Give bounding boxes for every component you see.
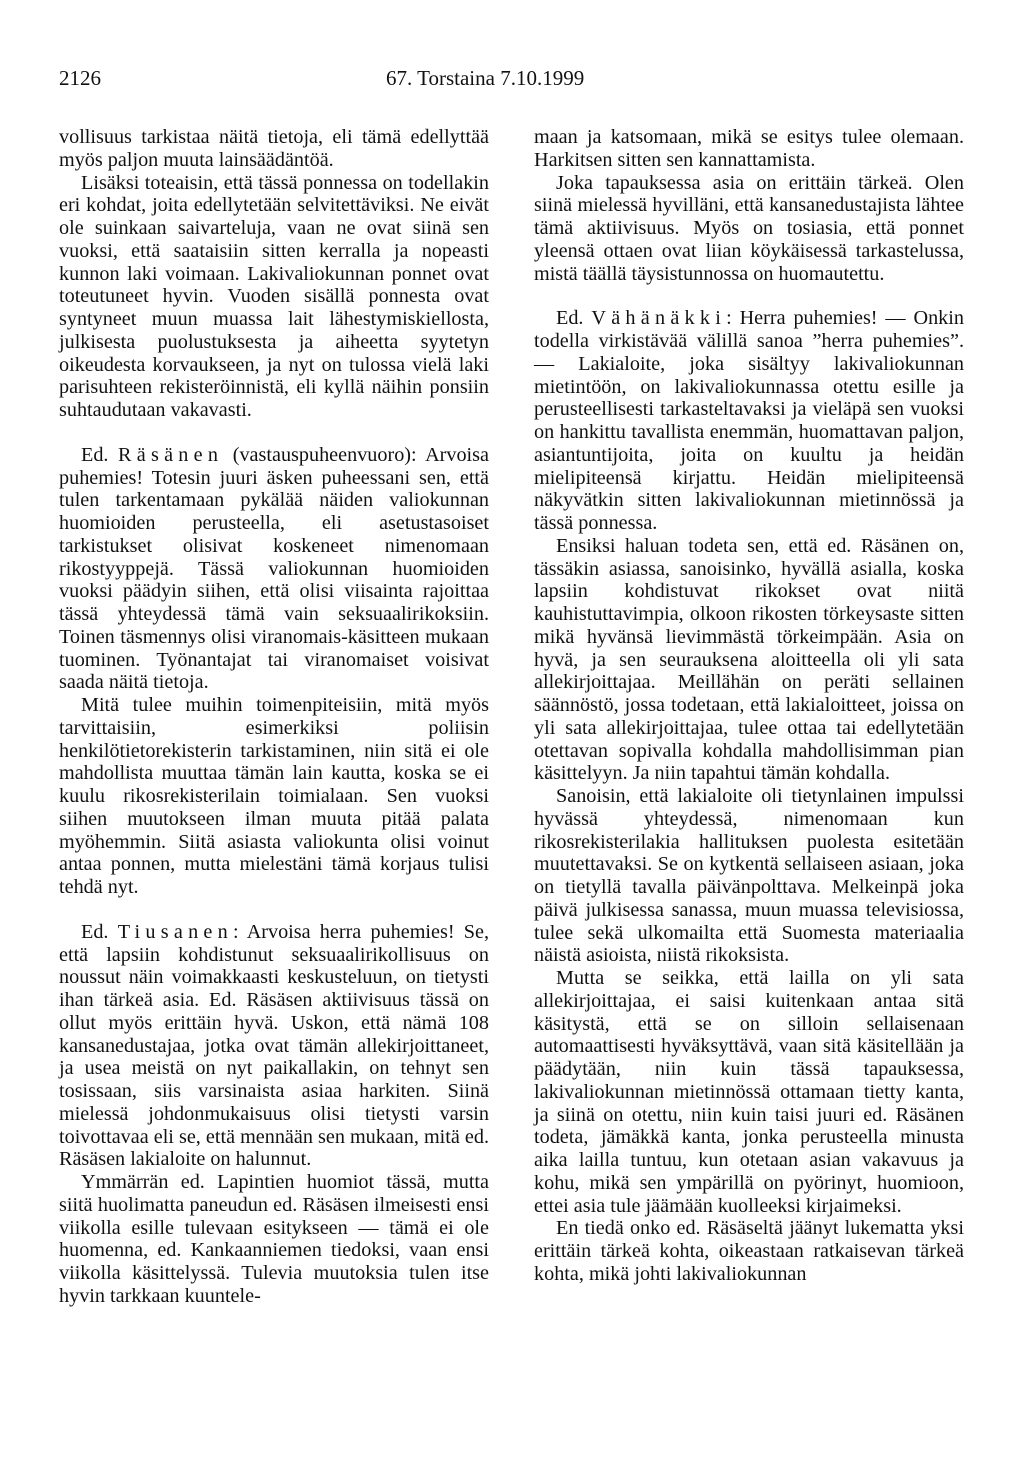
- paragraph: [59, 1171, 489, 1308]
- paragraph-text: Ensiksi haluan todeta sen, että ed. Räsänen on, tässäkin asiassa, sanoisinko, hyvällä asialla, koska lapsiin kohdistuvat rikokset ovat niitä kauhistuttavimpia, olkoon rikosten törkeysaste sitten mikä hyvänsä lievimmästä törkeimpään. Asia on hyvä, ja sen seurauksena aloitteella oli yli sata allekirjoittajaa. Meillähän on peräti sellainen säännöstö, jossa todetaan, että lakialoitteet, joissa on yli sata allekirjoittajaa, tulee ottaa tai edellytetään otettavan sopivalla kohdalla mahdollisimman pian käsittelyyn. Ja niin tapahtui tämän kohdalla.: [534, 534, 964, 785]
- page-number: 2126: [59, 66, 101, 90]
- speaker-name: Räsänen: [118, 443, 224, 466]
- speaker-name: Vähänäkki: [591, 307, 727, 330]
- speech-prefix: Ed.: [81, 920, 118, 943]
- paragraph-text: Mutta se seikka, että lailla on yli sata allekirjoittajaa, ei saisi kuitenkaan antaa sitä käsitystä, että se on silloin sellaisenaan automaattisesti hyväksyttävä, vaan sitä käsitellään ja päädytään, niin kuin tässä tapauksessa, lakivaliokunnan mietinnössä ottamaan tietty kanta, ja siinä on otettu, niin kuin taisi juuri ed. Räsänen todeta, jämäkkä kanta, jonka perusteella minusta aika lailla tuntuu, kun otetaan asian vakavuus ja kohu, mikä sen ympärillä on pyörinyt, huomioon, ettei asia tule jäämään kuolleeksi kirjaimeksi.: [534, 967, 964, 1217]
- paragraph: [534, 172, 964, 286]
- speech-paragraph: [534, 307, 964, 535]
- paragraph-text: (vastauspuheenvuoro): Arvoisa puhemies! Totesin juuri äsken puheessani sen, että tulen tarkentamaan pykälää näiden valiokunnan huomioiden perusteella, eli asetustasoiset tarkistukset olisivat koskeneet nimenomaan rikostyyppejä. Tässä valiokunnan huomioiden vuoksi päädyin siihen, että olisi viisainta rajoittaa tässä yhteydessä tämä vain seksuaalirikoksiin. Toinen täsmennys olisi viranomais-käsitteen mukaan tuominen. Työnantajat tai viranomaiset voisivat saada näitä tietoja.: [59, 443, 489, 694]
- paragraph: [534, 967, 964, 1217]
- paragraph: [59, 172, 489, 422]
- paragraph-text: : Herra puhemies! — Onkin todella virkistävää välillä sanoa ”herra puhemies”. — Lakialoite, joka sisältyy lakivaliokunnan mietintöön, on lakivaliokunnassa otettu esille ja perusteellisesti tarkasteltavaksi ja vieläpä sen vuoksi on hankittu tavallista enemmän, huomattavan paljon, asiantuntijoita, joita on kuultu ja heidän mielipiteensä kirjattu. Heidän mielipiteensä näkyvätkin sitten lakivaliokunnan mietinnössä ja tässä ponnessa.: [534, 307, 964, 534]
- paragraph: [59, 694, 489, 899]
- paragraph-text: Ymmärrän ed. Lapintien huomiot tässä, mutta siitä huolimatta paneudun ed. Räsäsen ilmeisesti ensi viikolla esille tulevaan esitykseen — tämä ei ole huomenna, ed. Kankaanniemen tiedoksi, vaan ensi viikolla käsittelyssä. Tulevia muutoksia tulen itse hyvin tarkkaan kuuntele-: [59, 1171, 489, 1307]
- paragraph: [534, 785, 964, 967]
- speaker-name: Tiusanen: [117, 920, 233, 943]
- speech-prefix: Ed.: [81, 443, 119, 466]
- paragraph-text: vollisuus tarkistaa näitä tietoja, eli tämä edellyttää myös paljon muuta lainsäädäntöä.: [59, 126, 489, 171]
- paragraph: [534, 535, 964, 785]
- paragraph: [59, 126, 489, 172]
- speech-paragraph: [59, 444, 489, 694]
- paragraph: [534, 126, 964, 172]
- speech-prefix: Ed.: [556, 307, 592, 330]
- page-header: [59, 66, 963, 94]
- paragraph-text: maan ja katsomaan, mikä se esitys tulee olemaan. Harkitsen sitten sen kannattamista.: [534, 126, 964, 171]
- paragraph-text: : Arvoisa herra puhemies! Se, että lapsiin kohdistunut seksuaalirikollisuus on noussut näin voimakkaasti keskusteluun, on tietysti ihan tärkeä asia. Ed. Räsäsen aktiivisuus tässä on ollut myös erittäin hyvä. Uskon, että nämä 108 kansanedustajaa, jotka ovat tämän allekirjoittaneet, ja usea meistä on nyt paikallakin, on tehnyt sen tosissaan, siis varsinaista asiaa harkiten. Siinä mielessä johdonmukaisuus olisi tietysti varsin toivottavaa eli se, että mennään sen mukaan, mitä ed. Räsäsen lakialoite on halunnut.: [59, 920, 489, 1171]
- paragraph-text: Mitä tulee muihin toimenpiteisiin, mitä myös tarvittaisiin, esimerkiksi poliisin henkilötietorekisterin tarkistaminen, niin sitä ei ole mahdollista muuttaa tämän lain kautta, koska se ei kuulu rikosrekisterilain toimialaan. Sen vuoksi siihen muutokseen ilman muuta pitää palata myöhemmin. Siitä asiasta valiokunta olisi voinut antaa ponnen, mutta mielestäni tämä korjaus tulisi tehdä nyt.: [59, 694, 489, 898]
- speech-paragraph: [59, 921, 489, 1171]
- paragraph: [534, 1217, 964, 1285]
- paragraph-text: Joka tapauksessa asia on erittäin tärkeä. Olen siinä mielessä hyvilläni, että kansanedustajista lähtee tämä aktiivisuus. Myös on tosiasia, että ponnet yleensä ottaen ovat liian köykäisessä tarkastelussa, mistä täällä täysistunnossa on huomautettu.: [534, 171, 964, 285]
- running-title: 67. Torstaina 7.10.1999: [386, 66, 585, 90]
- paragraph-text: Lisäksi toteaisin, että tässä ponnessa on todellakin eri kohdat, joita edellytetään selvitettäviksi. Ne eivät ole suinkaan saivarteluja, vaan ne ovat siinä sen vuoksi, että saataisiin sitten kerralla ja nopeasti kunnon laki voimaan. Lakivaliokunnan ponnet ovat toteutuneet hyvin. Vuoden sisällä ponnesta ovat syntyneet muun muassa lait lähestymiskiellosta, julkisesta puolustuksesta ja aiheetta syytetyn oikeudesta korvaukseen, ja nyt on tulossa vielä laki parisuhteen rekisteröinnistä, eli kyllä näihin ponsiin suhtaudutaan vakavasti.: [59, 171, 489, 421]
- right-column: [534, 126, 964, 1286]
- paragraph-text: Sanoisin, että lakialoite oli tietynlainen impulssi hyvässä yhteydessä, nimenomaan kun rikosrekisterilakia hallituksen puolesta esitetään muutettavaksi. Se on kytkentä sellaiseen asiaan, joka on tietyllä tavalla päivänpolttava. Melkeinpä joka päivä julkisessa sanassa, muun muassa televisiossa, tulee sekä ulkomailta että Suomesta materiaalia näistä asioista, niistä rikoksista.: [534, 785, 964, 967]
- left-column: [59, 126, 489, 1308]
- paragraph-text: En tiedä onko ed. Räsäseltä jäänyt lukematta yksi erittäin tärkeä kohta, oikeastaan ratkaisevan tärkeä kohta, mikä johti lakivaliokunnan: [534, 1217, 964, 1285]
